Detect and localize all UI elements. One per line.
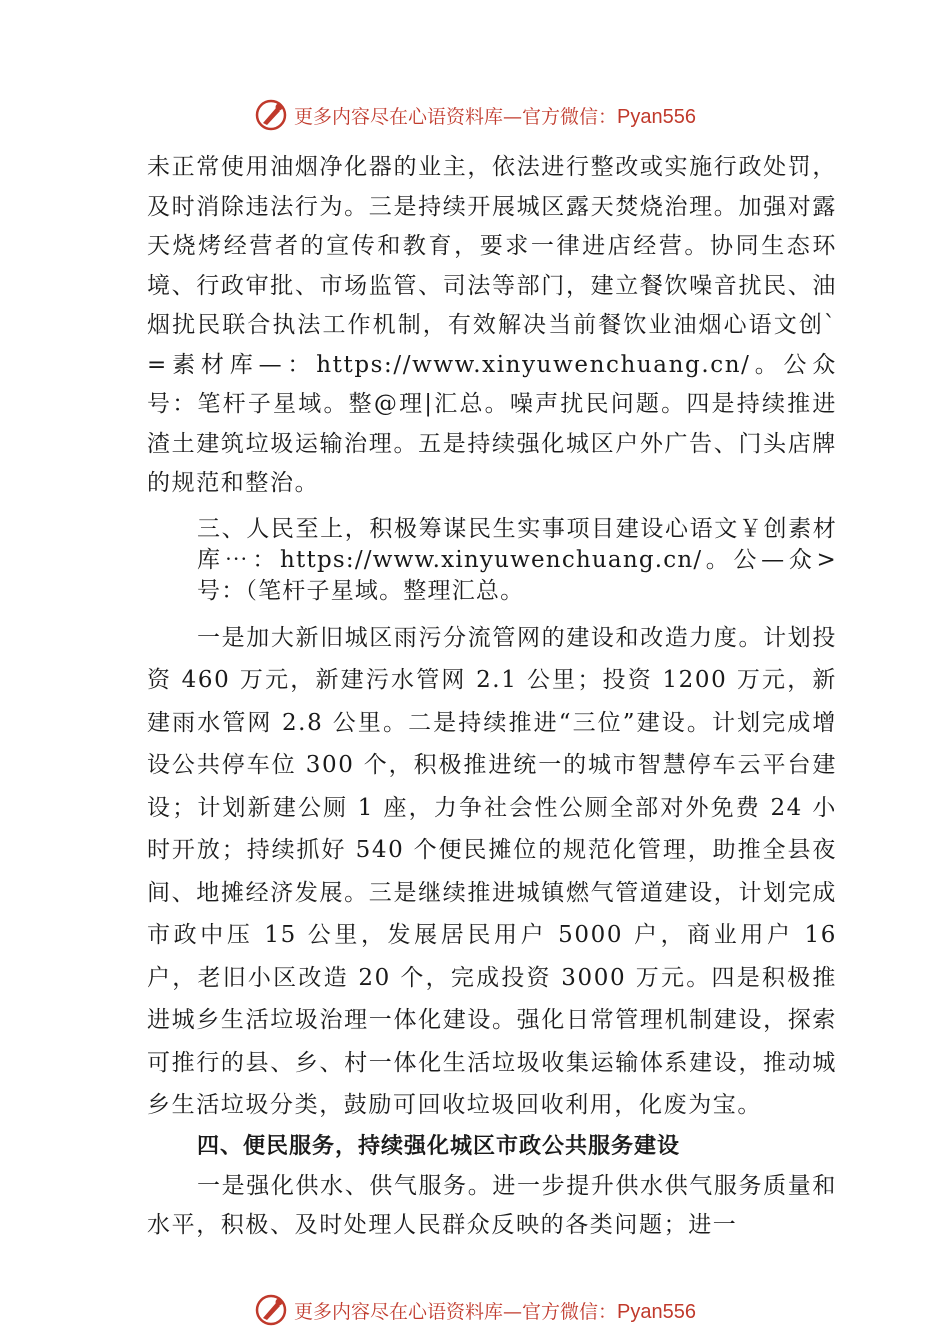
- wechat-id: Pyan556: [617, 105, 696, 128]
- banner-text: [294, 1297, 696, 1324]
- paragraph-continued: 未正常使用油烟净化器的业主，依法进行整改或实施行政处罚，及时消除违法行为。三是持续开展城区露天焚烧治理。加强对露天烧烤经营者的宣传和教育，要求一律进店经营。协同生态环境、行政审批、市场监管、司法等部门，建立餐饮噪音扰民、油烟扰民联合执法工作机制，有效解决当前餐饮业油烟心语文创`=素材库—：https://www.xinyuwenchuang.cn/。公众号：笔杆子星域。整@理|汇总。噪声扰民问题。四是持续推进渣土建筑垃圾运输治理。五是持续强化城区户外广告、门头店牌的规范和整治。: [147, 154, 837, 496]
- pen-logo-icon: [254, 1293, 288, 1327]
- banner-caption: 更多内容尽在心语资料库—官方微信：: [294, 1300, 618, 1323]
- paragraph-section-four: 一是强化供水、供气服务。进一步提升供水供气服务质量和水平，积极、及时处理人民群众反映的各类问题；进一: [147, 1172, 837, 1238]
- banner-caption: 更多内容尽在心语资料库—官方微信：: [294, 105, 618, 128]
- section-four-heading: 四、便民服务，持续强化城区市政公共服务建设: [197, 1133, 681, 1159]
- banner-text: [294, 102, 696, 129]
- wechat-id: Pyan556: [617, 1300, 696, 1323]
- footer-watermark-banner: [0, 1290, 950, 1330]
- paragraph-section-three: 一是加大新旧城区雨污分流管网的建设和改造力度。计划投资 460 万元，新建污水管网 2.1 公里；投资 1200 万元，新建雨水管网 2.8 公里。二是持续推进“三位”建设。计划完成增设公共停车位 300 个，积极推进统一的城市智慧停车云平台建设；计划新建公厕 1 座，力争社会性公厕全部对外免费 24 小时开放；持续抓好 540 个便民摊位的规范化管理，助推全县夜间、地摊经济发展。三是继续推进城镇燃气管道建设，计划完成市政中压 15 公里，发展居民用户 5000 户，商业用户 16 户，老旧小区改造 20 个，完成投资 3000 万元。四是积极推进城乡生活垃圾治理一体化建设。强化日常管理机制建设，探索可推行的县、乡、村一体化生活垃圾收集运输体系建设，推动城乡生活垃圾分类，鼓励可回收垃圾回收利用，化废为宝。: [147, 624, 837, 1118]
- section-three-heading: 三、人民至上，积极筹谋民生实事项目建设心语文￥创素材库⋯：https://www.xinyuwenchuang.cn/。公—众>号：（笔杆子星域。整理汇总。: [197, 515, 837, 604]
- pen-logo-icon: [254, 98, 288, 132]
- header-watermark-banner: [0, 95, 950, 135]
- document-body: [147, 148, 837, 1246]
